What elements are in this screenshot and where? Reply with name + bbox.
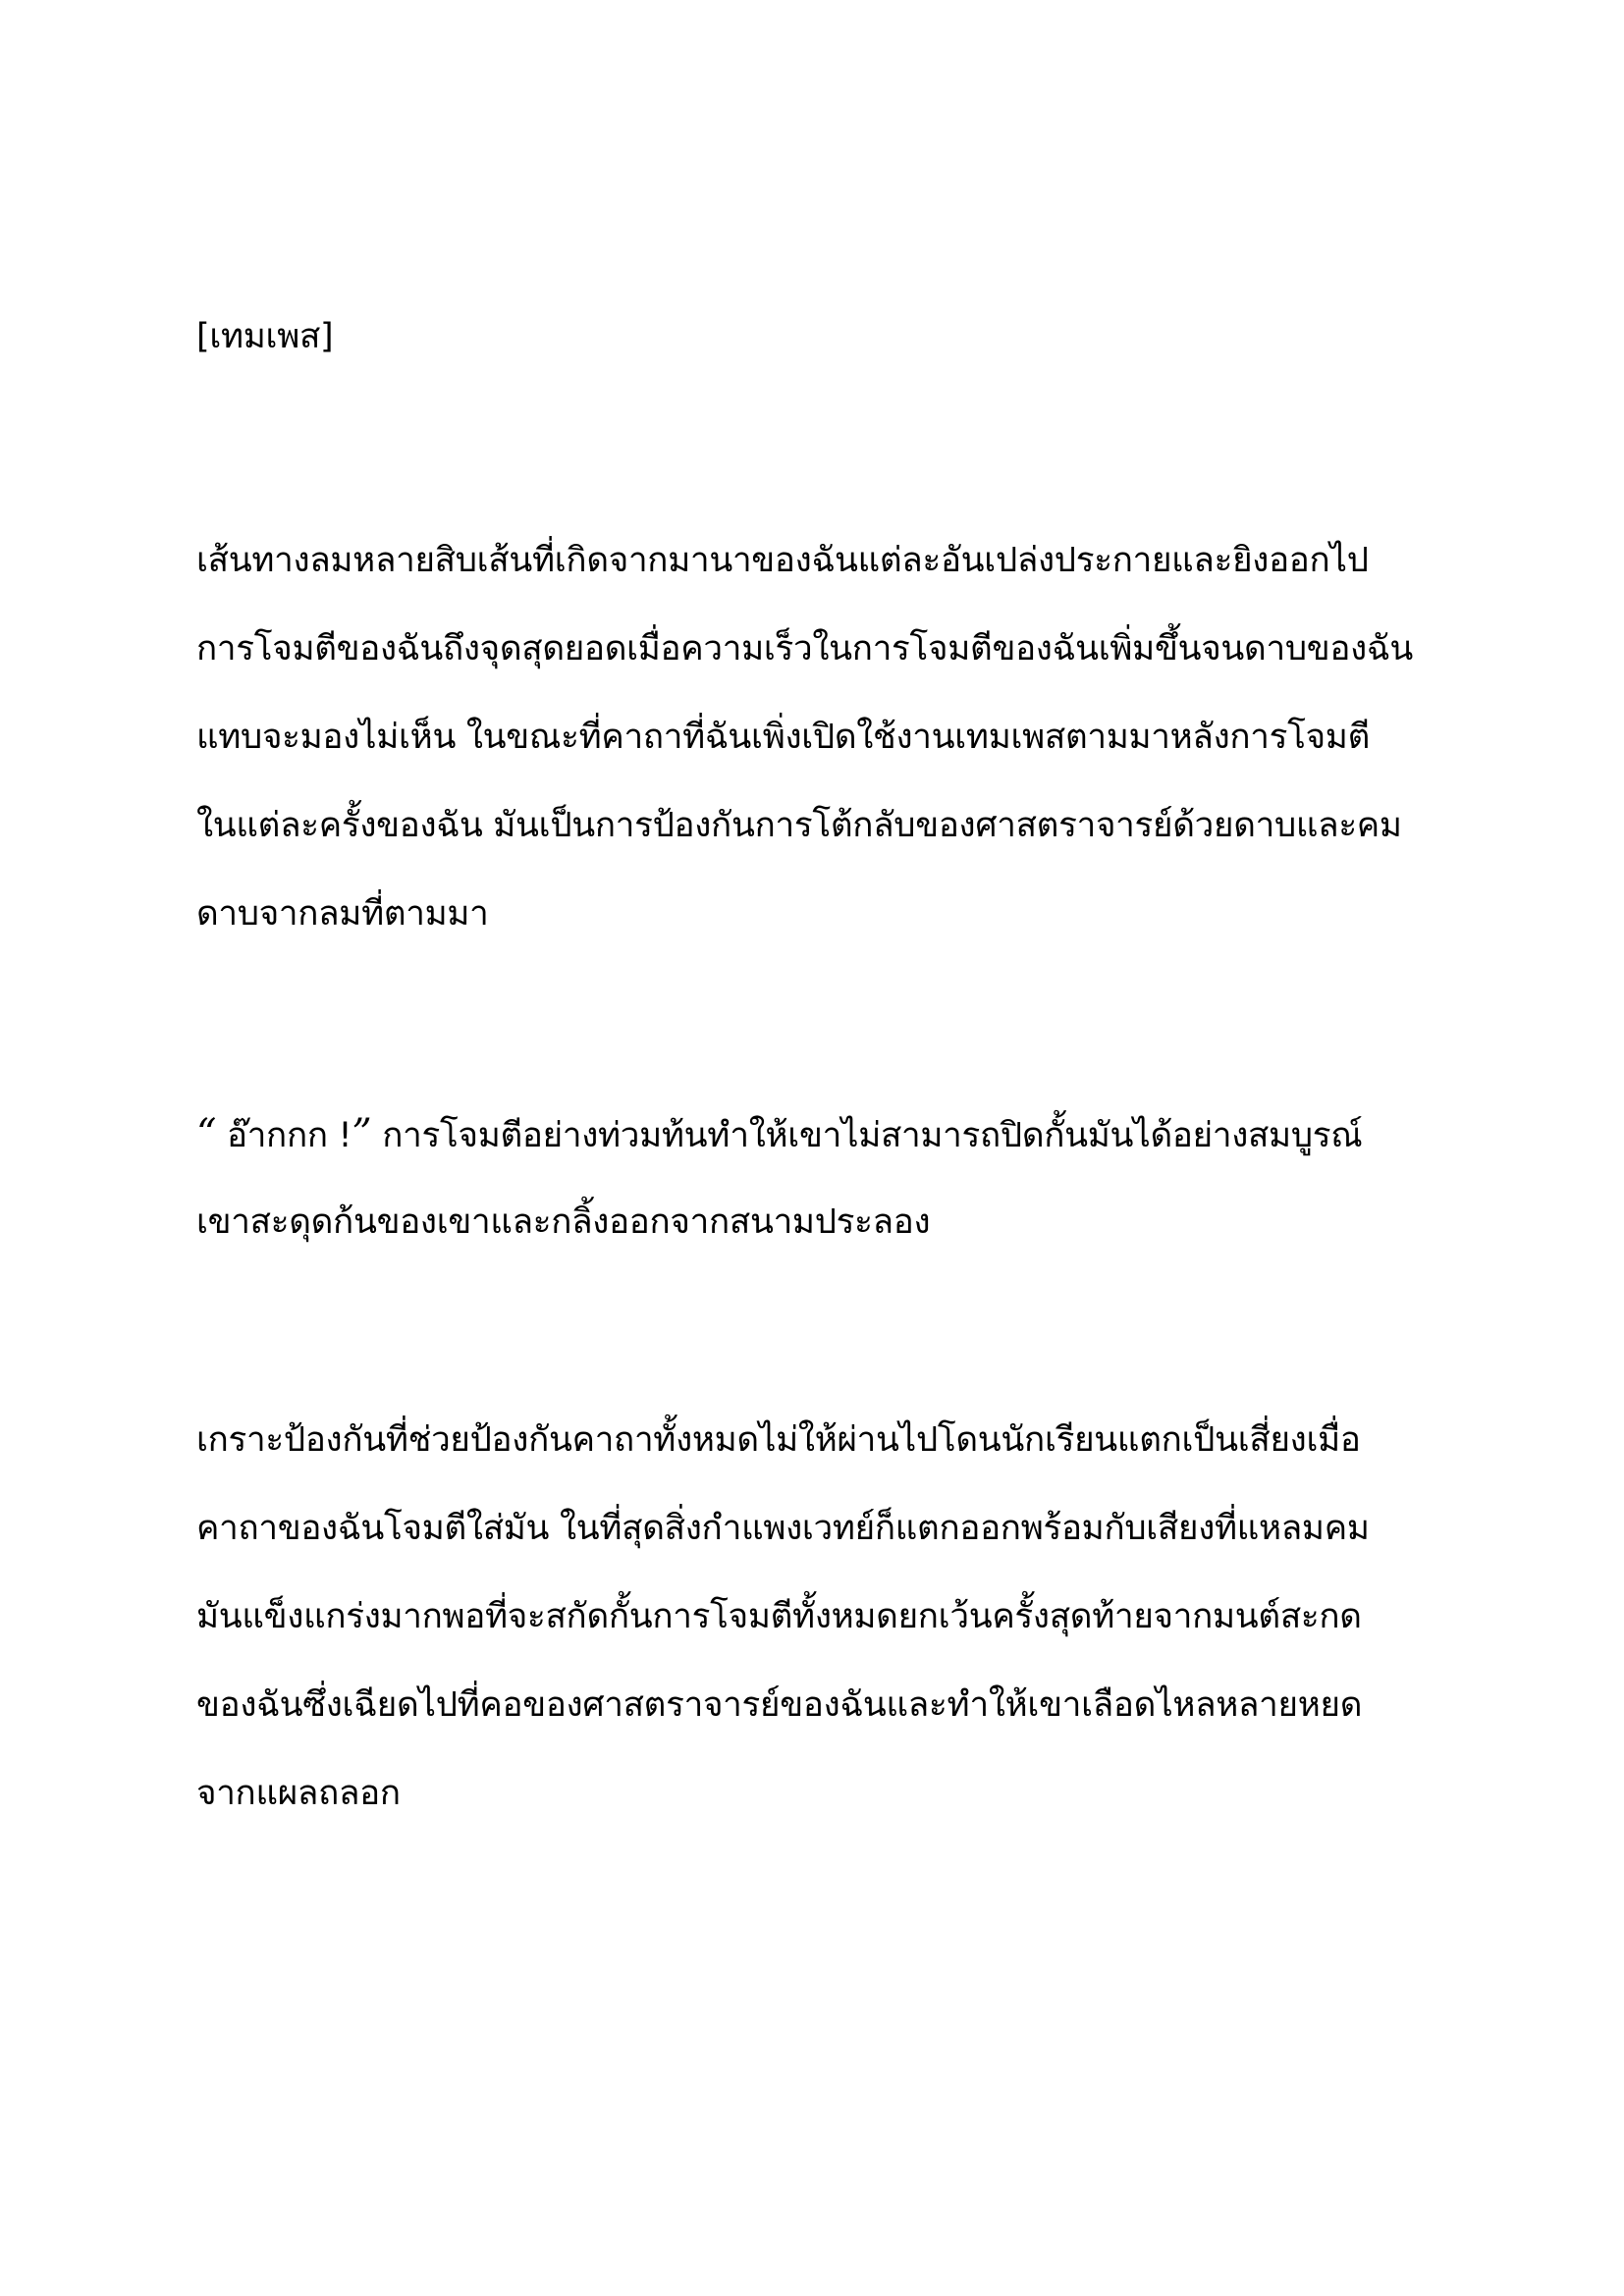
paragraph-2-line-1-rest: การโจมตีอย่างท่วมท้นทำให้เขาไม่สามารถปิดกั้นมันได้อย่างสมบูรณ์	[371, 1116, 1363, 1155]
paragraph-1-line-2: การโจมตีของฉันถึงจุดสุดยอดเมื่อความเร็วในการโจมตีของฉันเพิ่มขึ้นจนดาบของฉัน	[196, 629, 1414, 668]
close-quote: ”	[352, 1111, 372, 1156]
paragraph-3-line-4: ของฉันซึ่งเฉียดไปที่คอของศาสตราจารย์ของฉันและทำให้เขาเลือดไหลหลายหยด	[196, 1685, 1363, 1725]
section-heading: [เทมเพส]	[196, 317, 334, 356]
paragraph-3-line-5: จากแผลถลอก	[196, 1774, 401, 1813]
paragraph-3-line-2: คาถาของฉันโจมตีใส่มัน ในที่สุดสิ่งกำแพงเวทย์ก็แตกออกพร้อมกับเสียงที่แหลมคม	[196, 1509, 1370, 1548]
exclamation-text: อ๊ากกก !	[216, 1116, 352, 1155]
open-quote: “	[196, 1111, 217, 1156]
paragraph-1-line-3: แทบจะมองไม่เห็น ในขณะที่คาถาที่ฉันเพิ่งเปิดใช้งานเทมเพสตามมาหลังการโจมตี	[196, 718, 1371, 757]
paragraph-1-line-4: ในแต่ละครั้งของฉัน มันเป็นการป้องกันการโต้กลับของศาสตราจารย์ด้วยดาบและคม	[196, 806, 1402, 845]
paragraph-1-line-5: ดาบจากลมที่ตามมา	[196, 894, 489, 934]
paragraph-3-line-1: เกราะป้องกันที่ช่วยป้องกันคาถาทั้งหมดไม่ให้ผ่านไปโดนนักเรียนแตกเป็นเสี่ยงเมื่อ	[196, 1420, 1361, 1460]
paragraph-2-line-2: เขาสะดุดก้นของเขาและกลิ้งออกจากสนามประลอง	[196, 1202, 931, 1242]
paragraph-1-line-1: เส้นทางลมหลายสิบเส้นที่เกิดจากมานาของฉันแต่ละอันเปล่งประกายและยิงออกไป	[196, 541, 1369, 580]
paragraph-3-line-3: มันแข็งแกร่งมากพอที่จะสกัดกั้นการโจมตีทั้งหมดยกเว้นครั้งสุดท้ายจากมนต์สะกด	[196, 1597, 1362, 1636]
paragraph-2-line-1	[196, 1109, 1362, 1160]
